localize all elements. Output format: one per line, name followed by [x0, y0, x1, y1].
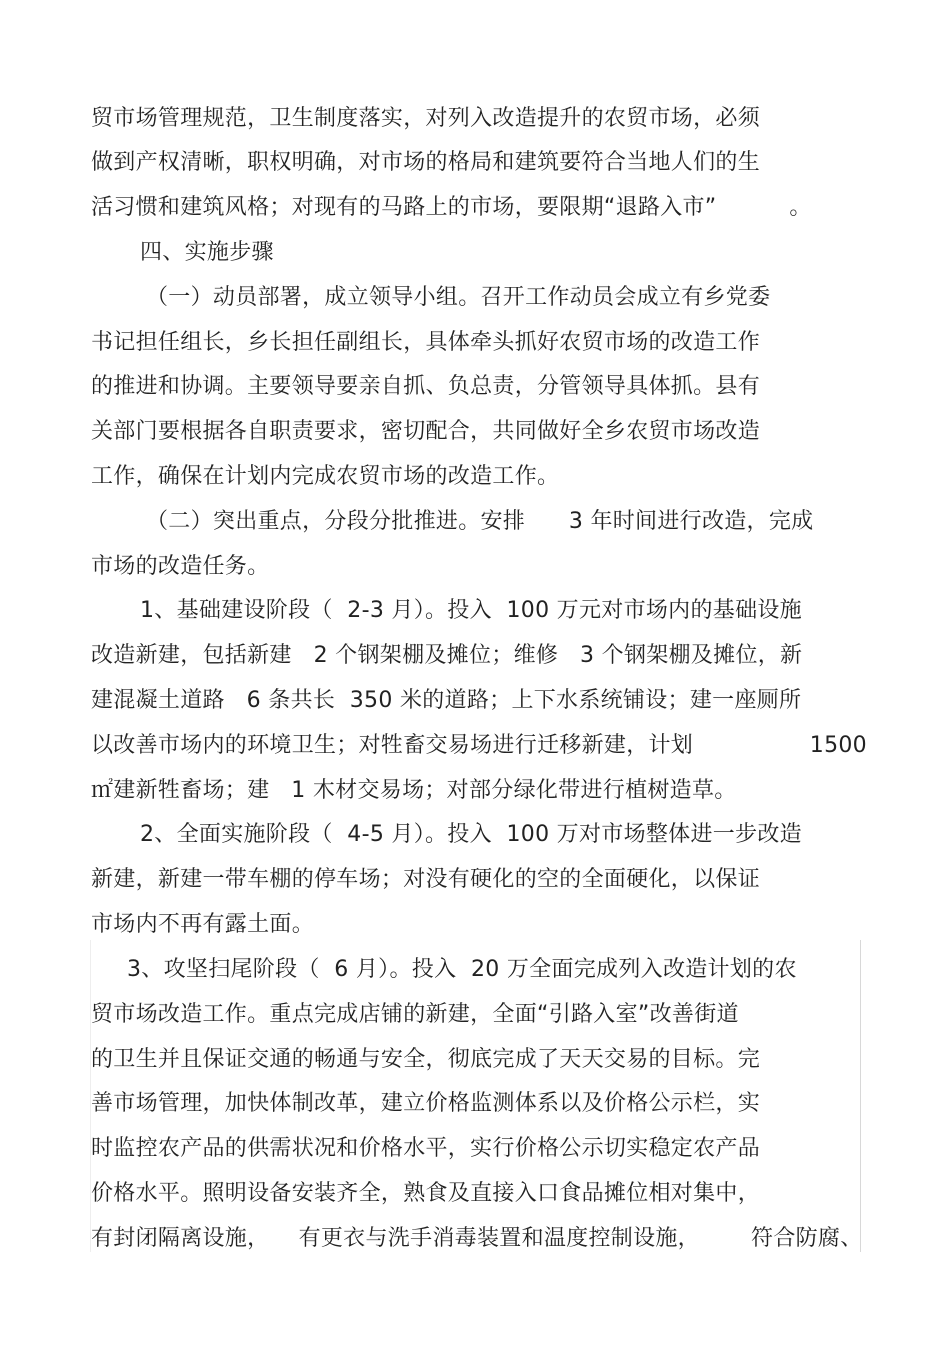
text-line: 关部门要根据各自职责要求，密切配合，共同做好全乡农贸市场改造 — [91, 419, 761, 444]
text-line: 改造新建，包括新建 2 个钢架棚及摊位；维修 3 个钢架棚及摊位，新 — [91, 643, 803, 668]
text-line: 建混凝土道路 6 条共长 350 米的道路；上下水系统铺设；建一座厕所 — [91, 688, 802, 713]
text-line: 新建，新建一带车棚的停车场；对没有硬化的空的全面硬化，以保证 — [91, 867, 761, 892]
text-line: 以改善市场内的环境卫生；对牲畜交易场进行迁移新建，计划 1500 — [91, 733, 867, 758]
text-line: 书记担任组长，乡长担任副组长，具体牵头抓好农贸市场的改造工作 — [91, 330, 761, 355]
text-line: 做到产权清晰，职权明确，对市场的格局和建筑要符合当地人们的生 — [91, 150, 761, 175]
text-line: 市场内不再有露土面。 — [91, 912, 315, 937]
page-margin-rule-right — [860, 940, 861, 1252]
text-line: （二）突出重点，分段分批推进。安排 3 年时间进行改造，完成 — [146, 509, 814, 534]
text-line: 2、全面实施阶段（ 4-5 月）。投入 100 万对市场整体进一步改造 — [140, 822, 802, 847]
text-line: 的卫生并且保证交通的畅通与安全，彻底完成了天天交易的目标。完 — [91, 1047, 761, 1072]
text-line: 的推进和协调。主要领导要亲自抓、负总责，分管领导具体抓。县有 — [91, 374, 761, 399]
section-heading: 四、实施步骤 — [140, 240, 274, 265]
text-line: 工作，确保在计划内完成农贸市场的改造工作。 — [91, 464, 560, 489]
text-line: 有封闭隔离设施， 有更衣与洗手消毒装置和温度控制设施， 符合防腐、 — [91, 1226, 863, 1251]
text-line: 时监控农产品的供需状况和价格水平，实行价格公示切实稳定农产品 — [91, 1136, 761, 1161]
text-line: 价格水平。照明设备安装齐全，熟食及直接入口食品摊位相对集中， — [91, 1181, 761, 1206]
text-line: 贸市场管理规范，卫生制度落实，对列入改造提升的农贸市场，必须 — [91, 106, 761, 131]
text-line: ㎡建新牲畜场；建 1 木材交易场；对部分绿化带进行植树造草。 — [91, 778, 737, 803]
text-line: 市场的改造任务。 — [91, 554, 270, 579]
text-line: 1、基础建设阶段（ 2-3 月）。投入 100 万元对市场内的基础设施 — [140, 598, 802, 623]
text-line: 善市场管理，加快体制改革，建立价格监测体系以及价格公示栏，实 — [91, 1091, 761, 1116]
text-line: 3、攻坚扫尾阶段（ 6 月）。投入 20 万全面完成列入改造计划的农 — [127, 957, 797, 982]
text-line: （一）动员部署，成立领导小组。召开工作动员会成立有乡党委 — [146, 285, 771, 310]
text-line: 贸市场改造工作。重点完成店铺的新建，全面“引路入室”改善街道 — [91, 1002, 739, 1027]
text-line: 活习惯和建筑风格；对现有的马路上的市场，要限期“退路入市” 。 — [91, 195, 812, 220]
